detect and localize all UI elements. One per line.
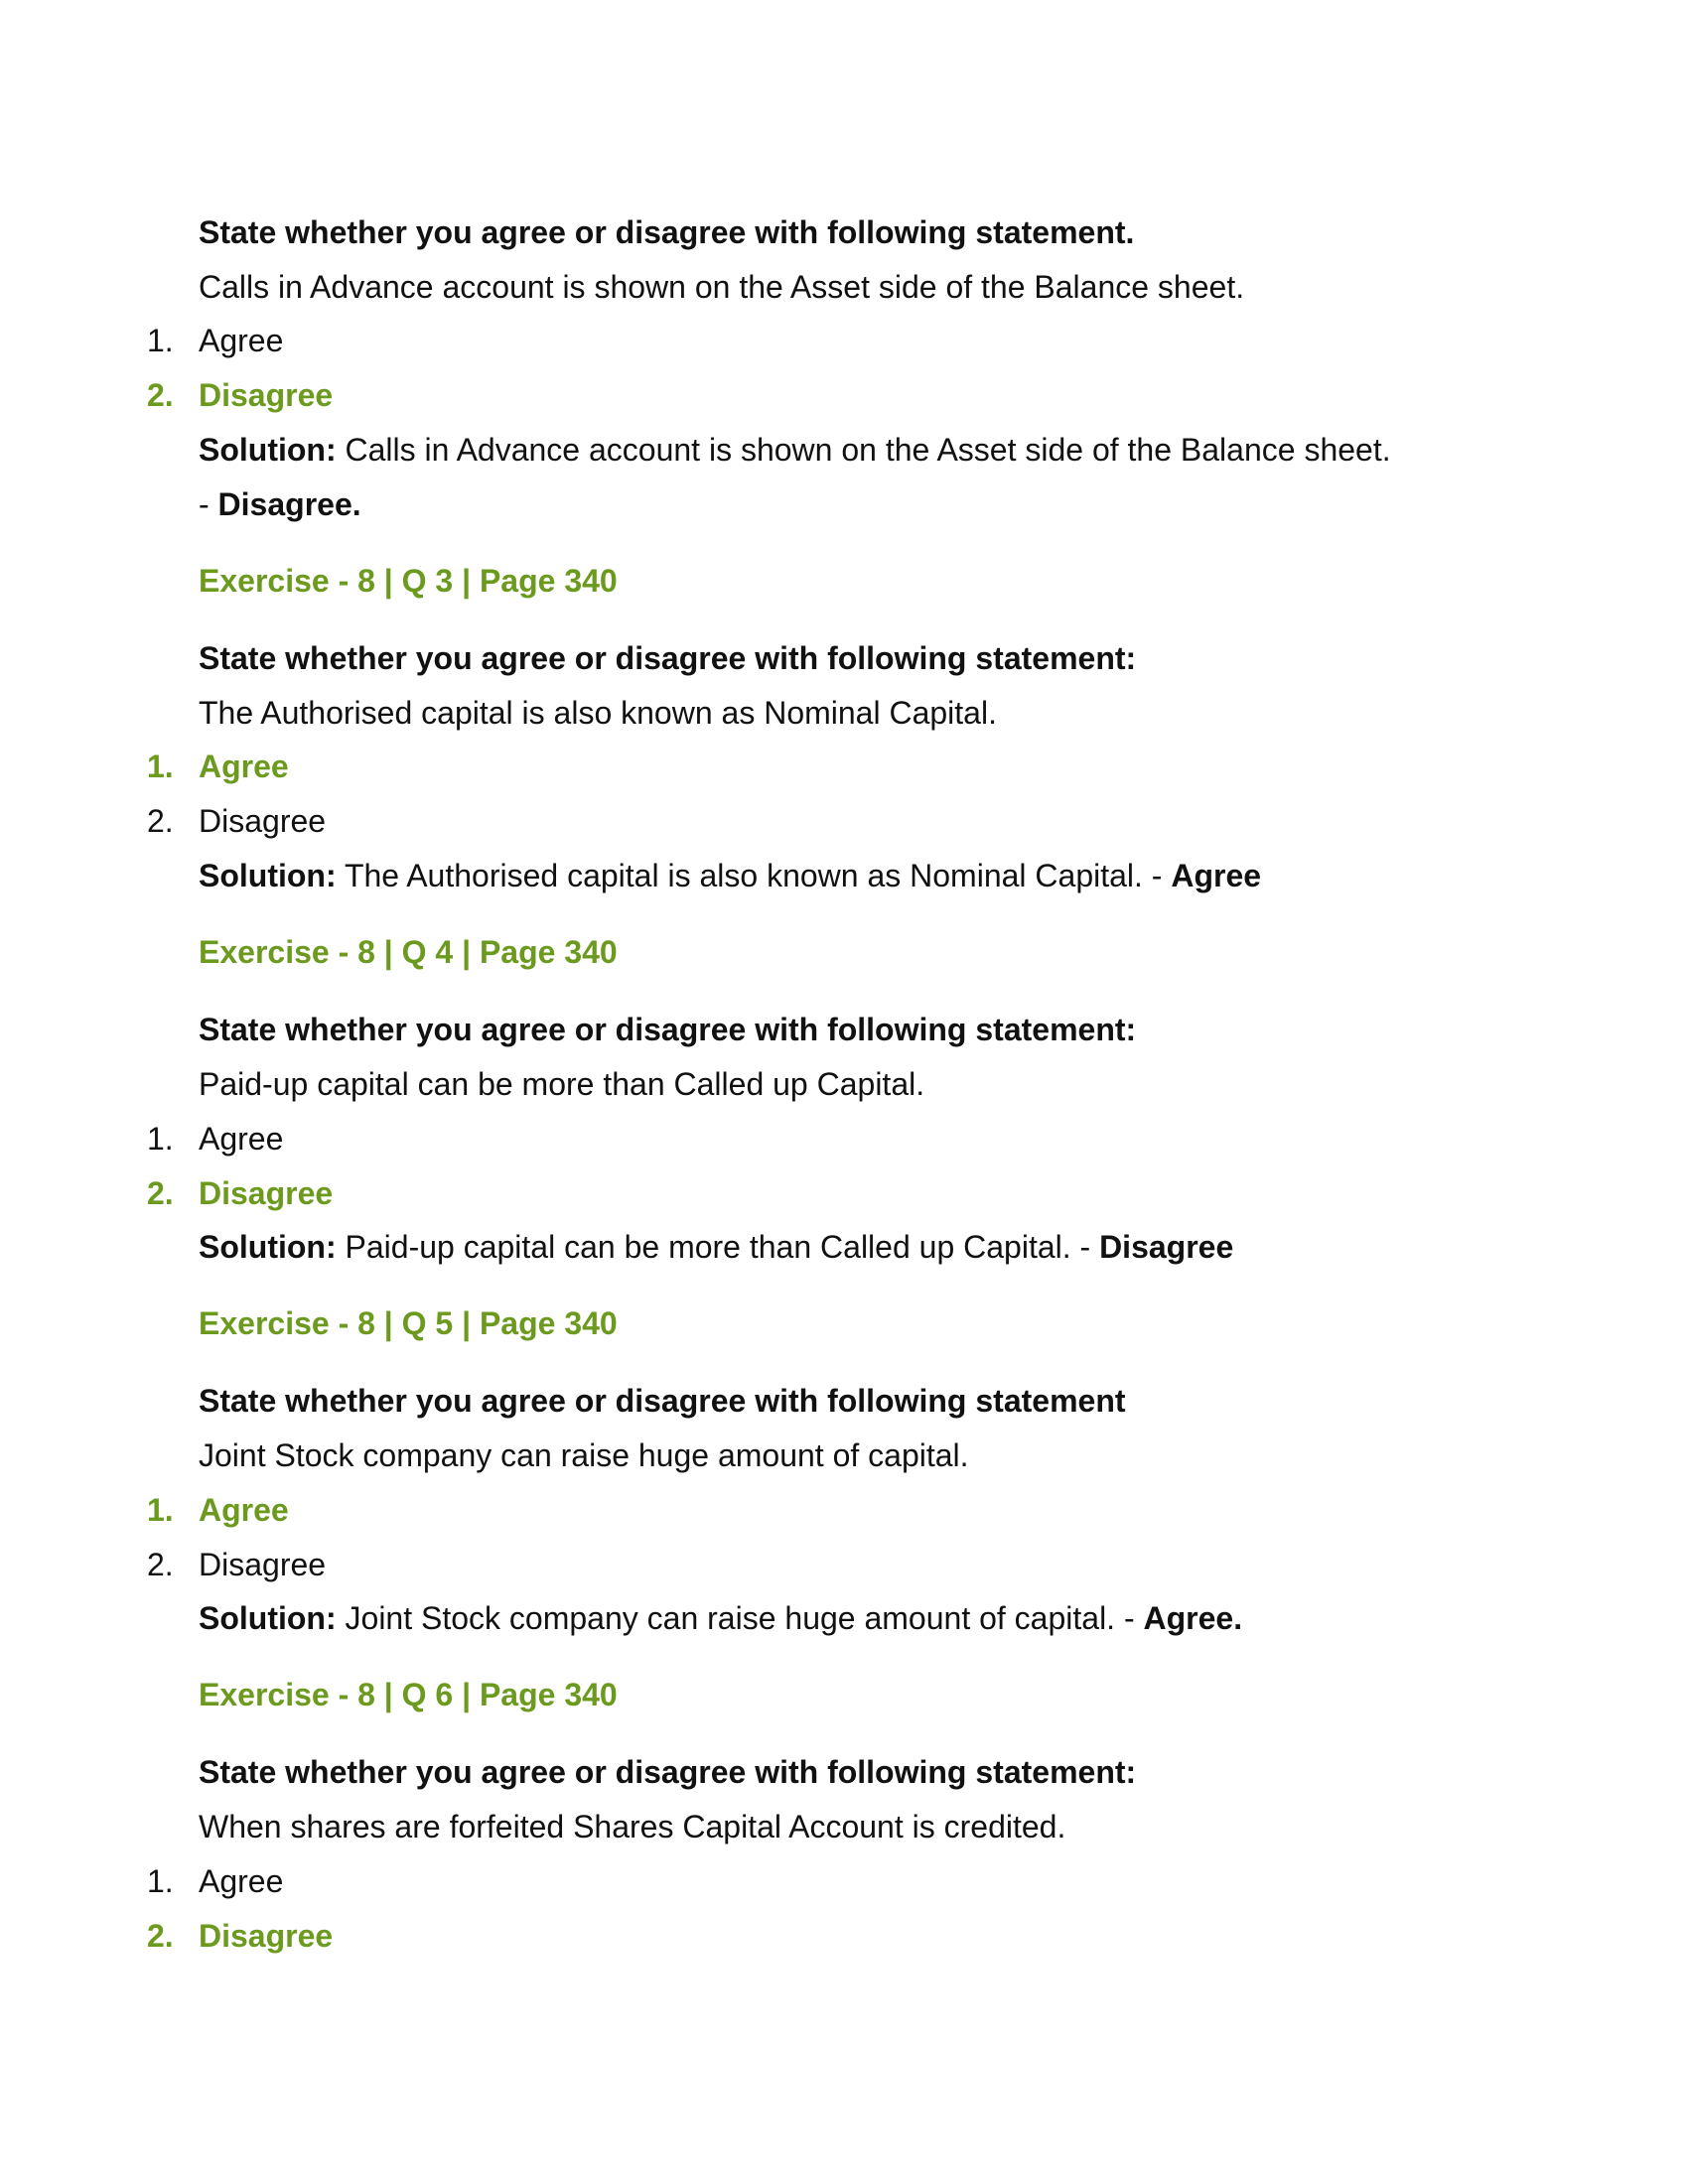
solution-text: Calls in Advance account is shown on the Asset side of the Balance sheet.	[345, 432, 1391, 468]
option-number: 1.	[147, 323, 174, 358]
option-number: 1.	[147, 1121, 174, 1157]
solution-label: Solution:	[199, 1229, 337, 1265]
option-label: Agree	[199, 1863, 284, 1899]
solution-line	[199, 856, 1261, 895]
solution-answer: Agree.	[1143, 1600, 1243, 1636]
statement-text: When shares are forfeited Shares Capital Account is credited.	[199, 1809, 1066, 1844]
solution-line	[199, 430, 1391, 470]
option-agree-correct	[147, 747, 289, 786]
option-disagree	[147, 1545, 326, 1584]
option-disagree	[147, 801, 326, 841]
option-label: Disagree	[199, 1918, 334, 1954]
question-heading: State whether you agree or disagree with following statement:	[199, 1754, 1137, 1790]
option-number: 1.	[147, 1492, 174, 1528]
option-label: Agree	[199, 323, 284, 358]
solution-text: Paid-up capital can be more than Called up Capital. -	[345, 1229, 1100, 1265]
option-number: 2.	[147, 377, 174, 413]
question-heading: State whether you agree or disagree with following statement.	[199, 214, 1135, 250]
option-disagree-correct	[147, 1173, 333, 1213]
solution-answer: Disagree	[1099, 1229, 1234, 1265]
option-number: 2.	[147, 1175, 174, 1211]
question-heading: State whether you agree or disagree with following statement:	[199, 640, 1137, 676]
option-agree	[147, 1861, 283, 1901]
option-number: 2.	[147, 1547, 174, 1582]
option-number: 2.	[147, 803, 174, 839]
option-label: Agree	[199, 1121, 284, 1157]
option-number: 1.	[147, 1863, 174, 1899]
option-label: Agree	[199, 749, 289, 784]
statement-text: Joint Stock company can raise huge amount of capital.	[199, 1437, 969, 1473]
exercise-heading: Exercise - 8 | Q 3 | Page 340	[199, 563, 618, 599]
exercise-heading: Exercise - 8 | Q 4 | Page 340	[199, 934, 618, 970]
option-label: Disagree	[199, 803, 327, 839]
solution-answer-line	[199, 484, 361, 524]
solution-text: The Authorised capital is also known as Nominal Capital. -	[344, 858, 1172, 893]
option-number: 1.	[147, 749, 174, 784]
option-agree	[147, 1119, 283, 1159]
option-number: 2.	[147, 1918, 174, 1954]
solution-line	[199, 1598, 1242, 1638]
exercise-heading: Exercise - 8 | Q 5 | Page 340	[199, 1305, 618, 1341]
statement-text: Paid-up capital can be more than Called up Capital.	[199, 1066, 925, 1102]
option-agree-correct	[147, 1490, 289, 1530]
option-disagree-correct	[147, 1916, 333, 1956]
option-agree	[147, 321, 283, 360]
solution-answer: Disagree.	[217, 486, 361, 522]
option-disagree-correct	[147, 375, 333, 415]
solution-answer: Agree	[1171, 858, 1262, 893]
statement-text: Calls in Advance account is shown on the Asset side of the Balance sheet.	[199, 269, 1245, 305]
question-heading: State whether you agree or disagree with following statement	[199, 1383, 1126, 1419]
solution-label: Solution:	[199, 1600, 337, 1636]
solution-line	[199, 1227, 1233, 1267]
option-label: Disagree	[199, 1547, 327, 1582]
solution-text: Joint Stock company can raise huge amount of capital. -	[345, 1600, 1144, 1636]
option-label: Disagree	[199, 1175, 334, 1211]
question-heading: State whether you agree or disagree with following statement:	[199, 1012, 1137, 1047]
option-label: Disagree	[199, 377, 334, 413]
solution-dash: -	[199, 486, 218, 522]
exercise-heading: Exercise - 8 | Q 6 | Page 340	[199, 1677, 618, 1712]
solution-label: Solution:	[199, 432, 337, 468]
solution-label: Solution:	[199, 858, 337, 893]
statement-text: The Authorised capital is also known as Nominal Capital.	[199, 695, 997, 731]
option-label: Agree	[199, 1492, 289, 1528]
